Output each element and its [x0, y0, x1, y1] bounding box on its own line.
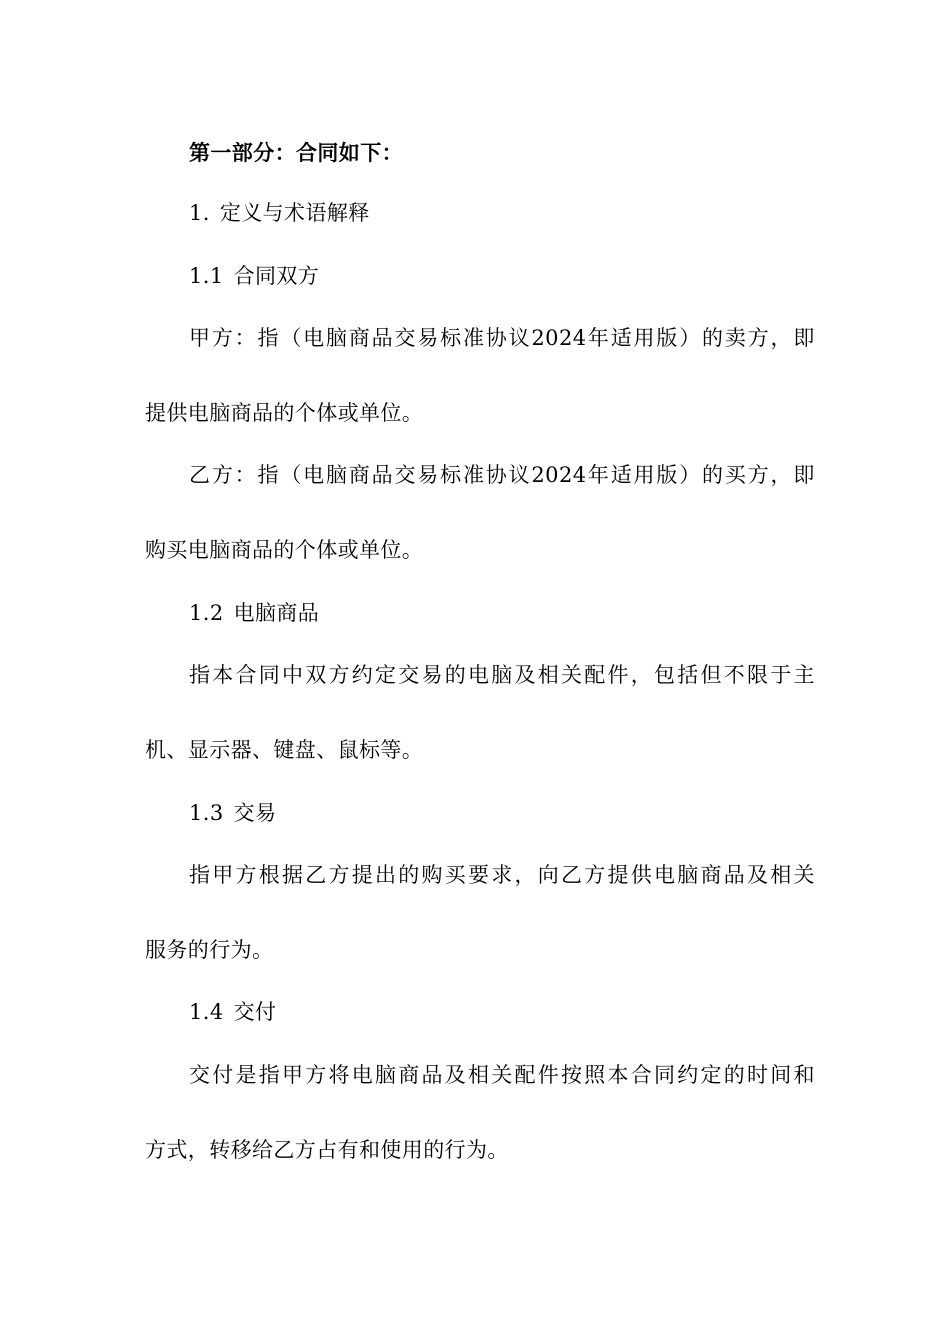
glyph: 供 [630, 863, 653, 887]
glyph: 本 [212, 663, 234, 687]
glyph: 品 [371, 326, 394, 350]
glyph: 协 [485, 463, 508, 487]
section-1-2-line-1 [189, 661, 815, 689]
glyph: 脑 [375, 1063, 397, 1087]
glyph: 根 [258, 863, 281, 887]
glyph: 同 [654, 1063, 676, 1087]
glyph: 定 [375, 663, 397, 687]
glyph: 用 [633, 463, 655, 487]
glyph: 主 [793, 663, 815, 687]
glyph: 年 [587, 326, 610, 350]
glyph: 相 [770, 863, 792, 887]
section-1-4-line-2: 方式，转移给乙方占有和使用的行为。 [145, 1138, 509, 1162]
glyph: 于 [770, 663, 792, 687]
glyph: 是 [235, 1063, 257, 1087]
glyph: 电 [468, 663, 490, 687]
party-a-line-2: 提供电脑商品的个体或单位。 [145, 401, 424, 425]
glyph: 准 [462, 326, 485, 350]
glyph: 关 [491, 1063, 513, 1087]
glyph: 限 [747, 663, 769, 687]
glyph: 及 [747, 863, 769, 887]
part-title: 第一部分：合同如下： [189, 140, 403, 165]
section-1-1-number: 1.1 [189, 264, 224, 288]
glyph: 标 [440, 463, 462, 487]
glyph: 用 [633, 326, 655, 350]
section-1-3-title: 交易 [233, 801, 277, 825]
glyph: 方 [328, 663, 350, 687]
glyph: 标 [440, 326, 462, 350]
glyph: 交 [394, 326, 416, 350]
glyph: 指 [189, 863, 211, 887]
section-1-number: 1. [189, 201, 210, 225]
glyph: 2024 [531, 326, 587, 350]
glyph: 关 [561, 663, 583, 687]
section-1-2-line-2: 机、显示器、键盘、鼠标等。 [145, 738, 424, 762]
section-1-3-heading [189, 799, 815, 827]
glyph: 指 [189, 663, 211, 687]
glyph: 版 [656, 463, 678, 487]
section-1-3-line-2: 服务的行为。 [145, 938, 274, 962]
glyph: 方 [747, 463, 770, 487]
glyph: 不 [723, 663, 746, 687]
glyph: ， [770, 463, 792, 487]
section-1-2-heading [189, 599, 815, 627]
glyph: 和 [793, 1063, 815, 1087]
glyph: 交 [398, 663, 420, 687]
glyph: 要 [468, 863, 490, 887]
glyph: 买 [444, 863, 467, 887]
glyph: 方 [584, 863, 606, 887]
glyph: 出 [375, 863, 397, 887]
glyph: 甲 [282, 1063, 304, 1087]
glyph: 乙 [561, 863, 583, 887]
section-1-4-title: 交付 [233, 1000, 277, 1024]
glyph: 配 [584, 663, 606, 687]
glyph: 商 [398, 1063, 420, 1087]
section-1-2-number: 1.2 [189, 601, 224, 625]
section-1-1-heading [189, 262, 815, 290]
section-1-2-title: 电脑商品 [233, 601, 320, 625]
glyph: 的 [702, 326, 724, 350]
glyph: 易 [417, 326, 439, 350]
party-b-line-2: 购买电脑商品的个体或单位。 [145, 538, 424, 562]
glyph: 合 [235, 663, 257, 687]
glyph: 易 [421, 663, 443, 687]
glyph: 付 [212, 1063, 234, 1087]
glyph: ， [630, 663, 653, 687]
glyph: 约 [351, 663, 374, 687]
glyph: 照 [584, 1063, 606, 1087]
section-1-heading [189, 199, 815, 227]
glyph: 的 [702, 463, 724, 487]
glyph: 双 [305, 663, 327, 687]
glyph: 议 [508, 326, 530, 350]
glyph: 关 [793, 863, 815, 887]
glyph: 定 [700, 1063, 722, 1087]
glyph: 合 [630, 1063, 653, 1087]
glyph: 易 [417, 463, 439, 487]
glyph: （ [280, 463, 302, 487]
glyph: 2024 [531, 463, 587, 487]
glyph: 电 [351, 1063, 374, 1087]
glyph: 提 [351, 863, 374, 887]
glyph: （ [280, 326, 302, 350]
glyph: 包 [654, 663, 676, 687]
glyph: 即 [793, 463, 815, 487]
glyph: 品 [723, 863, 746, 887]
glyph: 指 [258, 1063, 281, 1087]
glyph: 脑 [325, 326, 348, 350]
glyph: 方 [211, 326, 234, 350]
glyph: 交 [394, 463, 416, 487]
glyph: 方 [305, 1063, 327, 1087]
section-1-3-line-1 [189, 861, 815, 889]
glyph: 商 [348, 326, 371, 350]
section-1-3-number: 1.3 [189, 801, 224, 825]
glyph: 议 [508, 463, 530, 487]
glyph: ： [234, 463, 257, 487]
glyph: 中 [282, 663, 304, 687]
glyph: 方 [328, 863, 350, 887]
glyph: 甲 [189, 326, 211, 350]
glyph: 但 [700, 663, 722, 687]
glyph: 乙 [305, 863, 327, 887]
glyph: 相 [537, 663, 560, 687]
section-1-4-line-1 [189, 1061, 815, 1089]
glyph: ） [679, 463, 701, 487]
section-1-title: 定义与术语解释 [219, 201, 370, 225]
glyph: 电 [303, 463, 325, 487]
glyph: 本 [607, 1063, 629, 1087]
glyph: 提 [607, 863, 629, 887]
glyph: 约 [677, 1063, 699, 1087]
glyph: 适 [610, 463, 633, 487]
glyph: 买 [724, 463, 747, 487]
glyph: 按 [561, 1063, 583, 1087]
glyph: 配 [514, 1063, 536, 1087]
glyph: 求 [491, 863, 513, 887]
glyph: 年 [587, 463, 610, 487]
glyph: 适 [610, 326, 633, 350]
glyph: 指 [257, 463, 279, 487]
section-1-1-title: 合同双方 [233, 264, 320, 288]
glyph: 件 [537, 1063, 560, 1087]
glyph: 件 [607, 663, 629, 687]
glyph: 及 [514, 663, 536, 687]
party-b-line-1 [189, 461, 815, 489]
glyph: 品 [371, 463, 394, 487]
glyph: 同 [258, 663, 281, 687]
glyph: 购 [421, 863, 443, 887]
glyph: 脑 [677, 863, 699, 887]
glyph: ） [679, 326, 701, 350]
glyph: 脑 [491, 663, 513, 687]
glyph: 方 [211, 463, 234, 487]
glyph: 协 [485, 326, 508, 350]
glyph: 电 [303, 326, 325, 350]
section-1-4-heading [189, 998, 815, 1026]
party-a-line-1 [189, 324, 815, 352]
glyph: 甲 [212, 863, 234, 887]
glyph: 准 [462, 463, 485, 487]
glyph: 品 [421, 1063, 443, 1087]
glyph: 的 [398, 863, 420, 887]
glyph: 及 [444, 1063, 467, 1087]
glyph: 商 [700, 863, 722, 887]
glyph: 方 [235, 863, 257, 887]
glyph: 将 [328, 1063, 350, 1087]
glyph: 向 [537, 863, 560, 887]
glyph: 交 [189, 1063, 211, 1087]
glyph: 括 [677, 663, 699, 687]
glyph: 间 [770, 1063, 792, 1087]
glyph: 卖 [724, 326, 747, 350]
glyph: 即 [793, 326, 815, 350]
glyph: 时 [747, 1063, 769, 1087]
glyph: 的 [723, 1063, 746, 1087]
glyph: ： [234, 326, 257, 350]
glyph: 版 [656, 326, 678, 350]
glyph: ， [514, 863, 536, 887]
glyph: 方 [747, 326, 770, 350]
glyph: ， [770, 326, 792, 350]
glyph: 据 [282, 863, 304, 887]
glyph: 脑 [325, 463, 348, 487]
glyph: 相 [468, 1063, 490, 1087]
glyph: 电 [654, 863, 676, 887]
glyph: 指 [257, 326, 279, 350]
section-1-4-number: 1.4 [189, 1000, 224, 1024]
glyph: 乙 [189, 463, 211, 487]
glyph: 的 [444, 663, 467, 687]
glyph: 商 [348, 463, 371, 487]
